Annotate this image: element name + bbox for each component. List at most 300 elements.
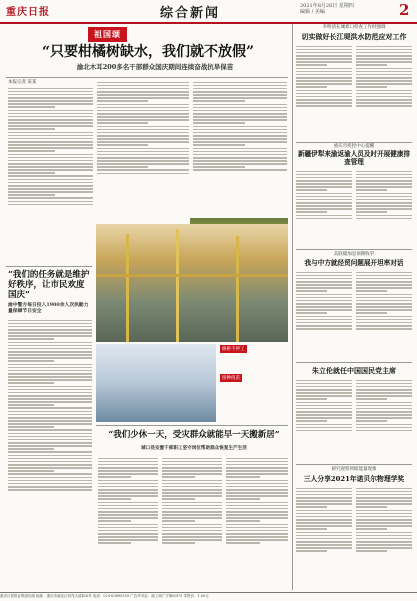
text-line — [98, 520, 131, 522]
vaccine-photo-caption — [220, 381, 288, 421]
text-line — [296, 93, 352, 95]
crane-beam — [236, 236, 239, 342]
text-line — [162, 470, 222, 472]
text-line — [356, 278, 412, 280]
lead-body-col3 — [193, 80, 287, 220]
text-line — [193, 169, 287, 171]
text-line — [226, 533, 288, 535]
text-line — [8, 191, 93, 193]
text-line — [8, 376, 92, 378]
text-line — [193, 160, 287, 162]
text-line — [296, 312, 327, 314]
text-line — [8, 163, 93, 165]
text-line — [296, 61, 352, 63]
text-line — [356, 294, 412, 296]
text-line — [8, 426, 54, 428]
text-line — [356, 510, 412, 512]
text-line — [8, 135, 93, 137]
text-line — [193, 163, 287, 165]
text-line — [296, 58, 352, 60]
text-line — [356, 46, 412, 48]
section-title: 综合新闻 — [160, 6, 221, 21]
text-line — [356, 83, 412, 85]
text-line — [226, 514, 288, 516]
text-line — [226, 476, 260, 478]
text-line — [193, 135, 287, 137]
text-line — [296, 86, 327, 88]
text-line — [193, 126, 287, 128]
text-line — [356, 392, 412, 394]
text-line — [356, 177, 412, 179]
text-line — [98, 511, 158, 513]
text-line — [356, 284, 412, 286]
text-line — [296, 309, 352, 311]
text-line — [296, 510, 352, 512]
text-line — [296, 171, 352, 173]
text-line — [296, 316, 352, 318]
divider — [96, 425, 288, 426]
text-line — [226, 530, 288, 532]
text-line — [356, 427, 412, 429]
bridge-photo-caption — [220, 352, 288, 370]
text-line — [8, 119, 93, 121]
text-line — [226, 495, 288, 497]
text-line — [356, 199, 412, 201]
text-line — [356, 491, 412, 493]
text-line — [296, 528, 327, 530]
editor-credit: 编辑 / 美编 — [300, 9, 325, 15]
text-line — [356, 303, 412, 305]
text-line — [226, 486, 288, 488]
text-line — [356, 189, 387, 191]
text-line — [296, 550, 327, 552]
text-line — [296, 532, 352, 534]
text-line — [296, 71, 352, 73]
crane-beam — [126, 234, 129, 342]
text-line — [356, 528, 387, 530]
text-line — [356, 402, 412, 404]
text-line — [193, 110, 287, 112]
right-story4-body-col2 — [356, 378, 412, 462]
text-line — [8, 147, 93, 149]
text-line — [193, 129, 287, 131]
text-line — [98, 539, 158, 541]
text-line — [226, 473, 288, 475]
text-line — [162, 542, 195, 544]
text-line — [296, 303, 352, 305]
text-line — [296, 215, 352, 217]
text-line — [356, 77, 412, 79]
text-line — [8, 179, 93, 181]
text-line — [226, 489, 288, 491]
text-line — [296, 183, 352, 185]
text-line — [8, 429, 92, 431]
text-line — [356, 52, 412, 54]
lead-headline: “只要柑橘树缺水，我们就不放假” — [41, 44, 255, 60]
text-line — [296, 174, 352, 176]
text-line — [296, 284, 352, 286]
text-line — [356, 61, 412, 63]
text-line — [356, 105, 412, 107]
right-story3-body-col2 — [356, 270, 412, 360]
text-line — [8, 386, 92, 388]
text-line — [226, 536, 288, 538]
text-line — [356, 532, 412, 534]
text-line — [356, 316, 412, 318]
text-line — [8, 401, 92, 403]
right-story1-body-col1 — [296, 44, 352, 140]
text-line — [8, 113, 93, 115]
text-line — [162, 524, 222, 526]
divider — [6, 266, 92, 267]
text-line — [162, 502, 222, 504]
text-line — [296, 189, 327, 191]
text-line — [356, 430, 412, 432]
text-line — [296, 74, 352, 76]
text-line — [356, 64, 387, 66]
text-line — [296, 541, 352, 543]
text-line — [193, 119, 287, 121]
text-line — [296, 202, 352, 204]
text-line — [97, 104, 189, 106]
text-line — [356, 287, 412, 289]
text-line — [356, 541, 412, 543]
text-line — [8, 122, 93, 124]
text-line — [356, 506, 387, 508]
text-line — [356, 319, 412, 321]
text-line — [97, 107, 189, 109]
text-line — [97, 144, 148, 146]
text-line — [296, 389, 352, 391]
text-line — [356, 183, 412, 185]
text-line — [296, 99, 352, 101]
text-line — [97, 113, 189, 115]
story3-body-col2 — [162, 456, 222, 588]
newspaper-logo: 重庆日报 — [6, 7, 50, 18]
right-story5-body-col1 — [296, 486, 352, 588]
text-line — [356, 290, 387, 292]
text-line — [162, 489, 222, 491]
text-line — [356, 281, 412, 283]
text-line — [193, 138, 287, 140]
text-line — [296, 535, 352, 537]
text-line — [8, 398, 92, 400]
text-line — [356, 414, 412, 416]
text-line — [296, 272, 352, 274]
text-line — [162, 514, 222, 516]
text-line — [296, 392, 352, 394]
text-line — [162, 473, 222, 475]
text-line — [356, 208, 412, 210]
text-line — [98, 505, 158, 507]
text-line — [162, 461, 222, 463]
text-line — [356, 395, 412, 397]
text-line — [8, 467, 92, 469]
text-line — [296, 177, 352, 179]
text-line — [226, 539, 288, 541]
text-line — [97, 151, 189, 153]
text-line — [98, 483, 158, 485]
text-line — [193, 122, 245, 124]
text-line — [356, 74, 412, 76]
text-line — [8, 483, 92, 485]
lead-body-col1 — [8, 86, 93, 266]
story3-body-col1 — [98, 456, 158, 588]
text-line — [8, 320, 92, 322]
text-line — [296, 290, 327, 292]
text-line — [97, 116, 189, 118]
text-line — [226, 520, 260, 522]
column-divider — [292, 24, 293, 590]
text-line — [296, 211, 327, 213]
text-line — [226, 464, 288, 466]
text-line — [356, 300, 412, 302]
text-line — [97, 160, 189, 162]
text-line — [98, 527, 158, 529]
text-line — [296, 52, 352, 54]
text-line — [98, 536, 158, 538]
text-line — [8, 464, 92, 466]
text-line — [356, 218, 412, 220]
text-line — [8, 439, 92, 441]
text-line — [226, 505, 288, 507]
text-line — [356, 519, 412, 521]
text-line — [226, 524, 288, 526]
text-line — [8, 138, 93, 140]
text-line — [98, 473, 158, 475]
text-line — [226, 517, 288, 519]
text-line — [356, 547, 412, 549]
text-line — [162, 536, 222, 538]
right-story3-body-col1 — [296, 270, 352, 360]
text-line — [296, 430, 352, 432]
text-line — [296, 68, 352, 70]
text-line — [193, 94, 287, 96]
right-story2-body-col2 — [356, 169, 412, 247]
text-line — [296, 186, 352, 188]
text-line — [97, 173, 189, 175]
text-line — [356, 417, 412, 419]
text-line — [356, 497, 412, 499]
right-story1-kicker: 李明清在城郊口检查工作时强调 — [322, 25, 386, 30]
text-line — [97, 119, 189, 121]
text-line — [8, 373, 92, 375]
text-line — [98, 486, 158, 488]
text-line — [97, 94, 189, 96]
text-line — [356, 525, 412, 527]
text-line — [296, 427, 352, 429]
vaccination-photo — [96, 344, 216, 422]
text-line — [8, 160, 93, 162]
text-line — [97, 163, 189, 165]
text-line — [97, 169, 189, 171]
text-line — [296, 424, 352, 426]
text-line — [356, 408, 412, 410]
text-line — [8, 448, 54, 450]
text-line — [8, 150, 55, 152]
text-line — [356, 309, 412, 311]
text-line — [296, 380, 352, 382]
text-line — [296, 46, 352, 48]
text-line — [8, 182, 93, 184]
text-line — [162, 505, 222, 507]
text-line — [296, 300, 352, 302]
text-line — [162, 530, 222, 532]
text-line — [193, 144, 245, 146]
text-line — [98, 492, 158, 494]
text-line — [296, 55, 352, 57]
text-line — [296, 196, 352, 198]
text-line — [226, 458, 288, 460]
text-line — [8, 335, 92, 337]
text-line — [193, 100, 245, 102]
text-line — [193, 88, 287, 90]
text-line — [193, 85, 287, 87]
text-line — [193, 97, 287, 99]
text-line — [356, 398, 387, 400]
text-line — [8, 91, 93, 93]
text-line — [296, 208, 352, 210]
text-line — [8, 382, 54, 384]
text-line — [296, 414, 352, 416]
text-line — [8, 423, 92, 425]
text-line — [226, 542, 260, 544]
story3-subtitle: 城口县安置干部职工坚守岗位帮助群众恢复生产生活 — [141, 446, 247, 451]
text-line — [356, 196, 412, 198]
text-line — [356, 420, 387, 422]
text-line — [98, 461, 158, 463]
text-line — [296, 522, 352, 524]
text-line — [97, 122, 148, 124]
text-line — [296, 402, 352, 404]
text-line — [8, 357, 92, 359]
text-line — [356, 205, 412, 207]
text-line — [356, 328, 412, 330]
text-line — [162, 486, 222, 488]
right-story4-headline: 朱立伦就任中国国民党主席 — [312, 366, 396, 375]
text-line — [8, 354, 92, 356]
text-line — [296, 205, 352, 207]
text-line — [356, 86, 387, 88]
text-line — [356, 380, 412, 382]
text-line — [8, 360, 54, 362]
text-line — [8, 204, 93, 206]
text-line — [193, 107, 287, 109]
text-line — [8, 436, 92, 438]
text-line — [97, 138, 189, 140]
text-line — [356, 55, 412, 57]
lead-byline: 本报记者 某某 — [8, 80, 37, 85]
text-line — [356, 202, 412, 204]
text-line — [296, 488, 352, 490]
text-line — [296, 328, 352, 330]
text-line — [356, 500, 412, 502]
text-line — [97, 148, 189, 150]
text-line — [356, 171, 412, 173]
text-line — [8, 442, 92, 444]
text-line — [296, 503, 352, 505]
text-line — [8, 329, 92, 331]
page-number: 2 — [399, 1, 410, 19]
text-line — [356, 211, 387, 213]
text-line — [356, 96, 412, 98]
text-line — [162, 517, 222, 519]
text-line — [97, 141, 189, 143]
text-line — [8, 166, 93, 168]
text-line — [98, 480, 158, 482]
text-line — [296, 297, 352, 299]
text-line — [8, 185, 93, 187]
right-story5-headline: 三人分享2021年诺贝尔物理学奖 — [303, 475, 405, 483]
text-line — [8, 433, 92, 435]
text-line — [296, 491, 352, 493]
text-line — [356, 544, 412, 546]
text-line — [162, 508, 222, 510]
right-story3-kicker: 美联储加息预期收窄 — [333, 252, 375, 257]
text-line — [97, 129, 189, 131]
right-story5-body-col2 — [356, 486, 412, 588]
text-line — [356, 550, 387, 552]
text-line — [97, 132, 189, 134]
column-badge: 祖国颂 — [88, 27, 127, 42]
text-line — [8, 326, 92, 328]
right-story1-body-col2 — [356, 44, 412, 140]
text-line — [296, 398, 327, 400]
text-line — [356, 494, 412, 496]
text-line — [356, 272, 412, 274]
text-line — [356, 49, 412, 51]
text-line — [8, 461, 92, 463]
bridge-girder — [96, 274, 288, 277]
text-line — [226, 467, 288, 469]
text-line — [356, 522, 412, 524]
text-line — [356, 424, 412, 426]
text-line — [356, 322, 412, 324]
text-line — [162, 464, 222, 466]
text-line — [8, 420, 92, 422]
text-line — [296, 218, 352, 220]
text-line — [8, 94, 93, 96]
text-line — [8, 458, 92, 460]
text-line — [226, 498, 260, 500]
story3-headline: “我们少休一天，受灾群众就能早一天搬新居” — [108, 430, 280, 440]
text-line — [98, 517, 158, 519]
text-line — [193, 151, 287, 153]
text-line — [162, 498, 195, 500]
text-line — [356, 383, 412, 385]
text-line — [356, 93, 412, 95]
right-story4-body-col1 — [296, 378, 352, 462]
text-line — [8, 364, 92, 366]
text-line — [162, 467, 222, 469]
text-line — [193, 148, 287, 150]
text-line — [98, 458, 158, 460]
text-line — [296, 383, 352, 385]
issue-date: 2021年8月26日 星期四 — [300, 3, 354, 9]
text-line — [8, 455, 92, 457]
text-line — [8, 345, 92, 347]
right-story2-headline: 新疆伊犁来渝返渝人员及时开展健康排查管理 — [297, 150, 411, 166]
text-line — [98, 542, 131, 544]
text-line — [162, 533, 222, 535]
right-story3-headline: 我与中方就经贸问题展开坦率对话 — [304, 259, 404, 267]
text-line — [8, 144, 93, 146]
text-line — [98, 464, 158, 466]
text-line — [296, 193, 352, 195]
dateline — [300, 3, 396, 15]
crane-beam — [176, 229, 179, 342]
text-line — [356, 306, 412, 308]
